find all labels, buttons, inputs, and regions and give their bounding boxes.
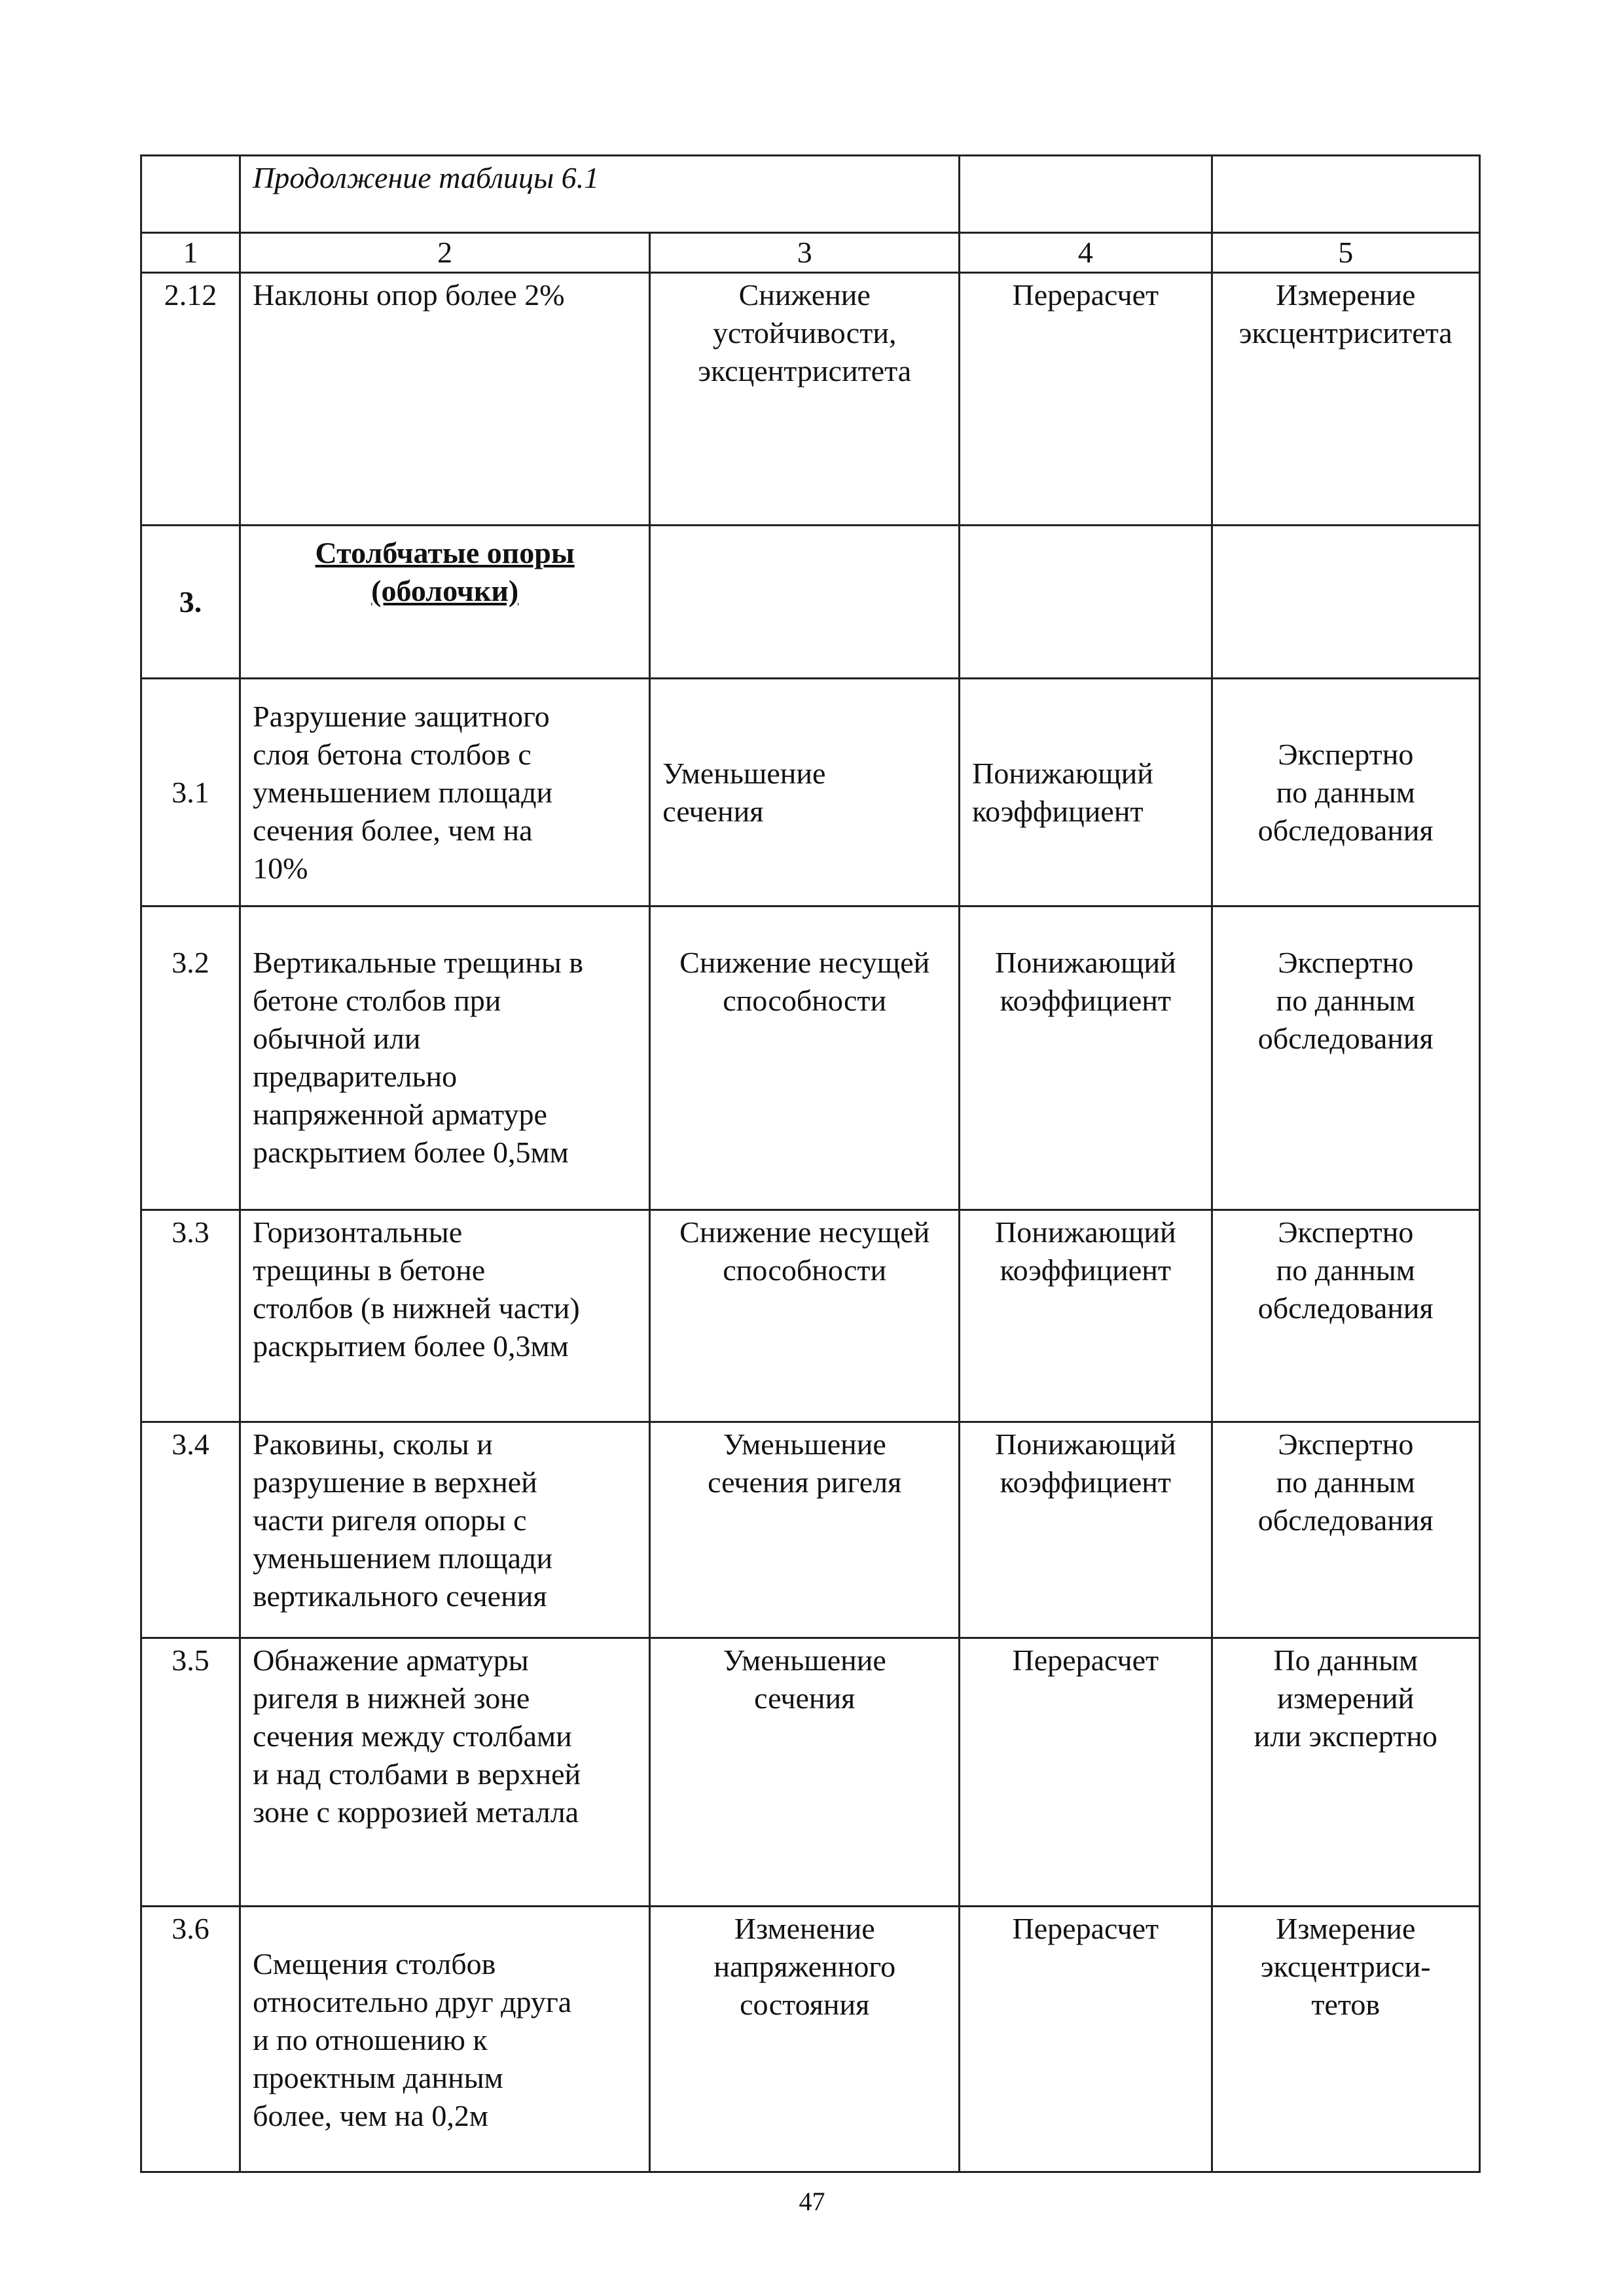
defect-cell: Смещения столбов относительно друг друга и по отношению к проектным данным более, чем на 0,2м [240,1907,650,2172]
method-cell: Понижающий коэффициент [960,679,1212,906]
method-cell: Понижающий коэффициент [960,1210,1212,1422]
assessment-cell: Экспертно по данным обследования [1212,1210,1479,1422]
method-cell: Понижающий коэффициент [960,906,1212,1210]
defects-table [140,154,1481,2173]
defect-cell: Раковины, сколы и разрушение в верхней части ригеля опоры с уменьшением площади вертикального сечения [240,1422,650,1638]
table-cell [141,156,240,233]
effect-cell: Уменьшение сечения [650,1638,960,1907]
defect-cell: Наклоны опор более 2% [240,273,650,526]
defect-cell: Вертикальные трещины в бетоне столбов при обычной или предварительно напряженной арматуре раскрытием более 0,5мм [240,906,650,1210]
column-number: 4 [960,233,1212,273]
table-row [141,679,1480,906]
table-cell [1212,156,1479,233]
column-number: 2 [240,233,650,273]
assessment-cell: Измерение эксцентриситета [1212,273,1479,526]
table-row [141,906,1480,1210]
effect-cell: Изменение напряженного состояния [650,1907,960,2172]
defect-cell: Обнажение арматуры ригеля в нижней зоне сечения между столбами и над столбами в верхней зоне с коррозией металла [240,1638,650,1907]
effect-cell: Снижение несущей способности [650,1210,960,1422]
table-cell [1212,526,1479,679]
defect-cell: Разрушение защитного слоя бетона столбов с уменьшением площади сечения более, чем на 10% [240,679,650,906]
assessment-cell: По данным измерений или экспертно [1212,1638,1479,1907]
row-number: 3.3 [141,1210,240,1422]
method-cell: Понижающий коэффициент [960,1422,1212,1638]
table-row [141,1422,1480,1638]
table-row [141,273,1480,526]
effect-cell: Снижение устойчивости, эксцентриситета [650,273,960,526]
effect-cell: Уменьшение сечения ригеля [650,1422,960,1638]
table-cell [650,526,960,679]
page-number: 47 [799,2187,825,2216]
table-cell [960,156,1212,233]
table-row [141,1638,1480,1907]
method-cell: Перерасчет [960,1907,1212,2172]
table-row [141,1907,1480,2172]
column-number-row [141,233,1480,273]
column-number: 5 [1212,233,1479,273]
column-number: 1 [141,233,240,273]
method-cell: Перерасчет [960,1638,1212,1907]
section-row [141,526,1480,679]
effect-cell: Снижение несущей способности [650,906,960,1210]
column-number: 3 [650,233,960,273]
section-number: 3. [141,526,240,679]
table-cell [960,526,1212,679]
row-number: 3.1 [141,679,240,906]
section-title: Столбчатые опоры (оболочки) [240,526,650,679]
table-continuation-label: Продолжение таблицы 6.1 [240,156,960,233]
assessment-cell: Экспертно по данным обследования [1212,906,1479,1210]
defect-cell: Горизонтальные трещины в бетоне столбов (в нижней части) раскрытием более 0,3мм [240,1210,650,1422]
assessment-cell: Экспертно по данным обследования [1212,679,1479,906]
row-number: 3.2 [141,906,240,1210]
row-number: 3.4 [141,1422,240,1638]
method-cell: Перерасчет [960,273,1212,526]
row-number: 2.12 [141,273,240,526]
effect-cell: Уменьшение сечения [650,679,960,906]
assessment-cell: Экспертно по данным обследования [1212,1422,1479,1638]
table-caption-row [141,156,1480,233]
table-row [141,1210,1480,1422]
assessment-cell: Измерение эксцентриси- тетов [1212,1907,1479,2172]
row-number: 3.6 [141,1907,240,2172]
row-number: 3.5 [141,1638,240,1907]
